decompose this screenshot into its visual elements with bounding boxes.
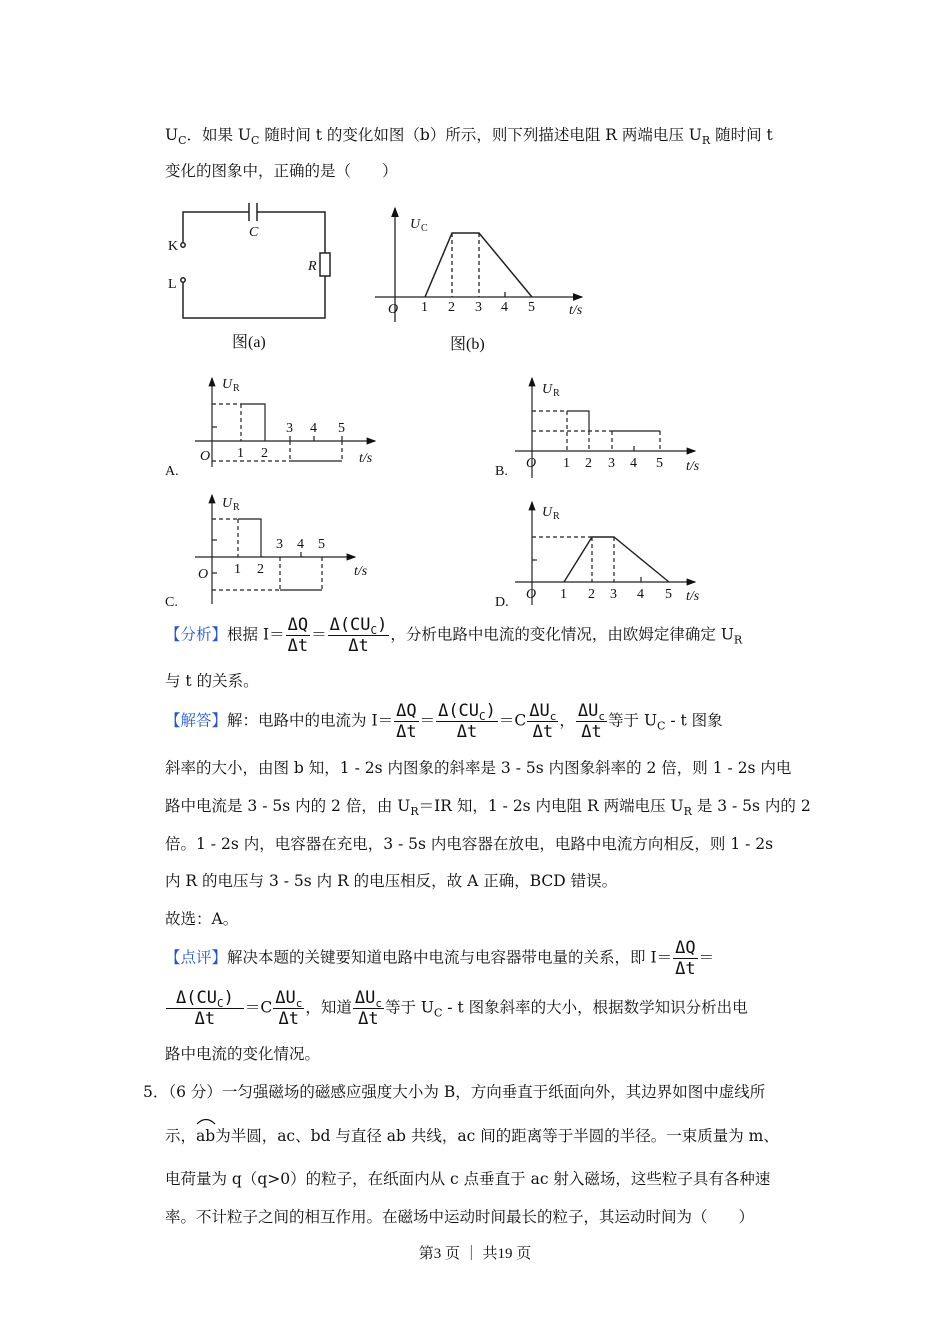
- page-footer: 第3 页 ｜ 共19 页: [418, 1246, 532, 1262]
- text: ΔU: [529, 701, 550, 721]
- text: ΔU: [577, 701, 599, 721]
- text: ): [377, 615, 388, 635]
- comment-tag: 【点评】: [165, 948, 228, 967]
- svg-text:4: 4: [310, 421, 317, 436]
- text: 解决本题的关键要知道电路中电流与电容器带电量的关系，即 I＝: [227, 948, 673, 967]
- y-axis-label: U: [542, 382, 553, 397]
- svg-text:2: 2: [257, 562, 264, 577]
- text: ): [485, 701, 496, 721]
- text: ，: [559, 711, 575, 730]
- y-axis-sub: R: [553, 511, 560, 522]
- question5-line1: 5．（6 分）一匀强磁场的磁感应强度大小为 B，方向垂直于纸面向外，其边界如图中虚线所: [143, 1083, 766, 1101]
- text: Δ(CU: [176, 988, 217, 1008]
- numerator: [436, 701, 498, 722]
- question-figures: [0, 0, 950, 620]
- x-axis-label: t/s: [354, 564, 368, 579]
- option-c-label[interactable]: C.: [165, 595, 178, 610]
- text: Δ(CU: [438, 701, 480, 721]
- denominator: Δt: [348, 636, 369, 656]
- origin-label: O: [526, 587, 537, 602]
- svg-text:1: 1: [560, 587, 567, 602]
- option-b-label[interactable]: B.: [495, 464, 508, 479]
- analysis-tag: 【分析】: [165, 625, 228, 644]
- text: 随时间 t: [710, 126, 773, 144]
- text: 是 3 - 5s 内的 2: [691, 797, 811, 815]
- svg-text:1: 1: [234, 562, 241, 577]
- question5-line2: [165, 1126, 779, 1146]
- denominator: Δt: [194, 1009, 216, 1029]
- text: 随时间 t 的变化如图（b）所示，则下列描述电阻 R 两端电压 U: [259, 126, 702, 144]
- denominator: Δt: [675, 959, 696, 979]
- sub: C: [178, 134, 187, 147]
- sub: C: [216, 997, 224, 1010]
- fraction: [576, 701, 607, 742]
- sub: R: [410, 805, 419, 818]
- text: 等于 U: [384, 998, 434, 1017]
- text: 路中电流是 3 - 5s 内的 2 倍，由 U: [165, 797, 411, 815]
- text: ，知道: [305, 998, 352, 1017]
- svg-text:5: 5: [656, 456, 663, 471]
- text: 根据 I＝: [227, 625, 285, 644]
- y-axis-label: U: [410, 217, 421, 232]
- denominator: Δt: [581, 722, 602, 742]
- sub: C: [370, 624, 378, 637]
- text: ab: [196, 1127, 216, 1145]
- sub: C: [251, 134, 260, 147]
- text: ＝IR 知，1 - 2s 内电阻 R 两端电压 U: [418, 797, 684, 815]
- numerator: ΔQ: [287, 615, 309, 635]
- solution-line1: 【解答】解：电路中的电流为 I＝ $\frac{\Delta Q}{\Delta t}$ ＝ $\frac{\Delta(CU_C)}{\Delta t}$ ＝C $\frac{\Delta U_c}{\Delta t}$ ， $\frac{\Delta U_c}{\Delta t}$ 等于 $U_C$ - t 图象: [165, 701, 723, 742]
- svg-text:2: 2: [585, 456, 592, 471]
- text: 解：电路中的电流为 I＝: [227, 711, 394, 730]
- sub: C: [479, 710, 486, 723]
- denominator: Δt: [456, 722, 478, 742]
- sub: c: [598, 710, 606, 723]
- svg-text:5: 5: [318, 537, 325, 552]
- text: - t 图象斜率的大小，根据数学知识分析出电: [442, 998, 748, 1017]
- origin-label: O: [388, 302, 399, 317]
- origin-label: O: [198, 567, 209, 582]
- origin-label: O: [526, 456, 537, 471]
- sub: C: [657, 719, 666, 733]
- sub: R: [683, 805, 692, 818]
- text: U: [165, 126, 179, 144]
- svg-text:4: 4: [630, 456, 637, 471]
- resistor-label: R: [308, 259, 317, 274]
- sub: C: [433, 1006, 443, 1020]
- svg-text:4: 4: [297, 537, 304, 552]
- text: 示，: [165, 1127, 197, 1145]
- x-axis-label: t/s: [686, 459, 700, 474]
- solution-line4: 倍。1 - 2s 内，电容器在充电，3 - 5s 内电容器在放电，电路中电流方向相反，则 1 - 2s: [165, 835, 774, 853]
- numerator: [328, 615, 390, 636]
- terminal-k: [181, 243, 185, 247]
- numerator: [166, 988, 244, 1009]
- tick-label: 3: [475, 300, 482, 315]
- option-d-label[interactable]: D.: [495, 595, 509, 610]
- k-label: K: [168, 239, 179, 254]
- fraction: [273, 988, 304, 1029]
- option-a-label[interactable]: A.: [165, 464, 179, 479]
- x-axis-label: t/s: [686, 589, 700, 604]
- text: 为半圆，ac、bd 与直径 ab 共线，ac 间的距离等于半圆的半径。一束质量为 m、: [215, 1127, 779, 1145]
- svg-text:2: 2: [261, 446, 268, 461]
- comment-line3: 路中电流的变化情况。: [165, 1045, 321, 1063]
- denominator: Δt: [358, 1009, 379, 1029]
- y-axis-sub: R: [553, 388, 560, 399]
- y-axis-sub: C: [421, 223, 428, 234]
- sub: c: [549, 710, 557, 723]
- y-axis-label: U: [222, 377, 233, 392]
- question5-line3: 电荷量为 q（q>0）的粒子，在纸面内从 c 点垂直于 ac 射入磁场，这些粒子具有各种速: [165, 1170, 771, 1188]
- fraction: [328, 615, 390, 656]
- solution-line3: [165, 796, 811, 816]
- text: ＝C: [498, 711, 527, 730]
- denominator: Δt: [532, 722, 554, 742]
- tick-label: 5: [528, 300, 535, 315]
- tick-label: 2: [448, 300, 455, 315]
- svg-text:3: 3: [608, 456, 615, 471]
- y-axis-sub: R: [233, 383, 240, 394]
- l-label: L: [168, 277, 177, 292]
- denominator: Δt: [396, 722, 417, 742]
- numerator: [576, 701, 607, 722]
- analysis-line2: 与 t 的关系。: [165, 672, 259, 690]
- figure-b-caption: 图(b): [450, 336, 485, 353]
- arc-ab: [196, 1126, 215, 1146]
- arc-symbol-icon: [196, 1117, 216, 1125]
- fraction: [527, 701, 558, 742]
- fraction: [166, 988, 244, 1029]
- x-axis-label: t/s: [569, 303, 583, 318]
- svg-text:3: 3: [276, 537, 283, 552]
- fraction: [436, 701, 498, 742]
- denominator: Δt: [287, 636, 309, 656]
- fraction: [394, 701, 418, 742]
- numerator: [353, 988, 384, 1009]
- svg-text:3: 3: [610, 587, 617, 602]
- svg-text:4: 4: [637, 587, 644, 602]
- numerator: [527, 701, 558, 722]
- solution-line2: 斜率的大小，由图 b 知，1 - 2s 内图象的斜率是 3 - 5s 内图象斜率的 2 倍，则 1 - 2s 内电: [165, 759, 792, 777]
- sub: R: [701, 134, 711, 147]
- svg-text:5: 5: [338, 421, 345, 436]
- y-axis-sub: R: [233, 502, 240, 513]
- text: - t 图象: [665, 711, 723, 730]
- comment-line1: [165, 938, 805, 979]
- tick-label: 4: [501, 300, 508, 315]
- text: ，分析电路中电流的变化情况，由欧姆定律确定 U: [390, 625, 734, 644]
- text: ΔU: [275, 988, 296, 1008]
- solution-line5: 内 R 的电压与 3 - 5s 内 R 的电压相反，故 A 正确，BCD 错误。: [165, 872, 618, 890]
- svg-text:1: 1: [563, 456, 570, 471]
- text: Δ(CU: [329, 615, 371, 635]
- svg-text:3: 3: [286, 421, 293, 436]
- text: ＝: [698, 948, 715, 967]
- solution-tag: 【解答】: [165, 711, 228, 730]
- y-axis-label: U: [542, 505, 553, 520]
- tick-label: 1: [421, 300, 428, 315]
- sub: c: [295, 997, 303, 1010]
- text: ): [223, 988, 234, 1008]
- text: 等于 U: [608, 711, 658, 730]
- sub: c: [375, 997, 382, 1010]
- analysis-line1: 【分析】根据 I＝ $\frac{\Delta Q}{\Delta t}$ ＝ $\frac{\Delta(CU_C)}{\Delta t}$ ，分析电路中电流的变化情况，由欧姆定律确定 $U_R$: [165, 615, 743, 656]
- question4-stem-line2: 变化的图象中，正确的是（ ）: [165, 162, 398, 180]
- x-axis-label: t/s: [359, 451, 373, 466]
- origin-label: O: [200, 449, 211, 464]
- fraction: [353, 988, 384, 1029]
- resistor-icon: [320, 253, 330, 276]
- svg-text:1: 1: [237, 446, 244, 461]
- svg-text:5: 5: [665, 587, 672, 602]
- comment-line2: [165, 988, 748, 1029]
- question5-line4: 率。不计粒子之间的相互作用。在磁场中运动时间最长的粒子，其运动时间为（ ）: [165, 1208, 755, 1226]
- y-axis-label: U: [222, 496, 233, 511]
- answer-line: 故选：A。: [165, 910, 239, 928]
- figure-a-caption: 图(a): [232, 334, 266, 351]
- terminal-l: [181, 278, 185, 282]
- text: ．如果 U: [186, 126, 251, 144]
- numerator: [273, 988, 304, 1009]
- capacitor-label: C: [249, 225, 259, 240]
- denominator: Δt: [278, 1009, 299, 1029]
- sub: R: [733, 633, 743, 647]
- text: ΔU: [354, 988, 376, 1008]
- fraction: [673, 938, 697, 979]
- option-c-graph: [195, 495, 355, 604]
- numerator: ΔQ: [396, 701, 417, 721]
- text: ＝C: [244, 998, 273, 1017]
- fraction: [286, 615, 310, 656]
- svg-text:2: 2: [588, 587, 595, 602]
- numerator: ΔQ: [675, 938, 696, 958]
